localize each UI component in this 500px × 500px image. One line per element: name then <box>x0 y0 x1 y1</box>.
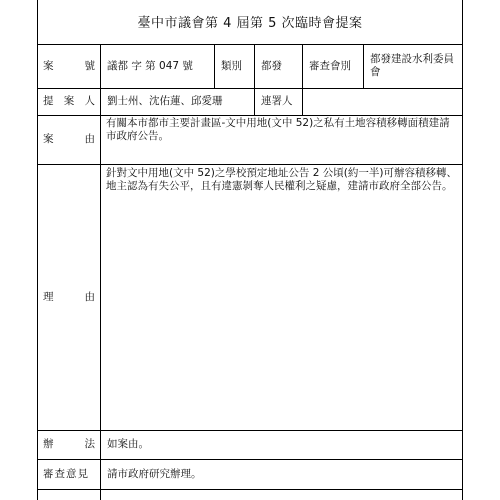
category-value: 都發 <box>261 59 282 72</box>
label-cosigner: 連署人 <box>261 95 293 107</box>
label-method-a: 辦 <box>43 438 54 450</box>
review-committee-value: 都發建設水利委員會 <box>370 53 454 78</box>
label-subject-a: 案 <box>43 133 54 145</box>
page-title: 臺中市議會第 4 屆第 5 次臨時會提案 <box>137 16 363 31</box>
label-case-no-a: 案 <box>43 59 54 72</box>
label-proposer-b: 案 <box>63 95 75 107</box>
cosigners-value <box>303 88 462 115</box>
label-review-opinion: 審查意見 <box>43 467 89 480</box>
label-category: 類別 <box>221 59 242 72</box>
label-subject-b: 由 <box>84 133 95 145</box>
label-case-no-b: 號 <box>84 59 95 72</box>
reason-text: 針對文中用地(文中 52)之學校預定地址公告 2 公頃(約一半)可辦容積移轉、地主認為有失公平，且有違憲剝奪人民權利之疑慮，建請市政府全部公告。 <box>106 167 457 192</box>
label-reason-b: 由 <box>84 290 95 303</box>
review-opinion-text: 請市政府研究辦理。 <box>107 467 202 480</box>
proposal-form <box>37 0 463 500</box>
label-proposer <box>37 88 100 115</box>
label-proposer-c: 人 <box>84 95 95 107</box>
label-proposer-a: 提 <box>43 95 54 107</box>
label-method <box>37 430 100 459</box>
label-subject <box>37 115 100 164</box>
label-case-no <box>37 44 100 88</box>
subject-text: 有關本市都市主要計畫區-文中用地(文中 52)之私有土地容積移轉面積建請市政府公告。 <box>106 117 450 142</box>
border-right <box>462 0 463 500</box>
case-number: 議都 字 第 047 號 <box>107 59 193 72</box>
proposers-value: 劉士州、沈佑蓮、邱愛珊 <box>107 95 223 107</box>
label-method-b: 法 <box>84 438 95 450</box>
label-review-committee: 審查會別 <box>309 59 351 72</box>
method-text: 如案由。 <box>107 438 149 450</box>
label-reason-a: 理 <box>43 290 54 303</box>
label-reason <box>37 164 100 430</box>
